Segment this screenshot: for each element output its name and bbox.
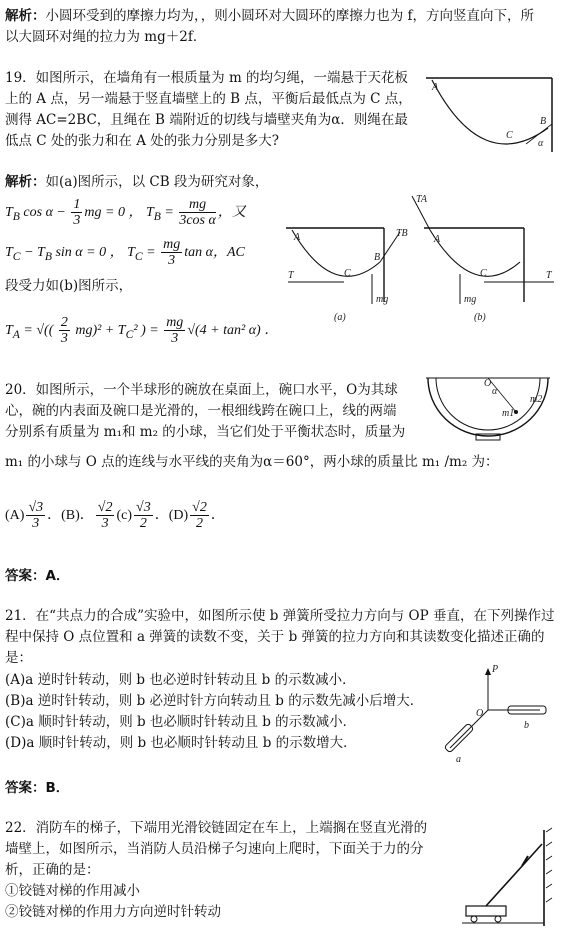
q19-analysis-text: 如(a)图所示，以 CB 段为研究对象，: [45, 174, 269, 190]
eq-symbol: T: [5, 323, 13, 338]
q20-frac-a: [26, 500, 45, 531]
eq-subscript: A: [12, 327, 20, 341]
q19-line-b: 段受力如(b)图所示，: [5, 278, 133, 294]
eq-text: tan α，AC: [184, 245, 245, 260]
fig-b-label-mg: mg: [464, 294, 477, 305]
q20-option-a: (A): [5, 508, 25, 523]
q20-line-2: 心，碗的内表面及碗口是光滑的，一根细线跨在碗口上，线的两端: [5, 403, 397, 419]
q20-frac-b: [96, 500, 115, 531]
frac-den: 3cos α: [179, 213, 216, 229]
q19-analysis-figures: [284, 192, 560, 332]
frac-num: √3: [28, 500, 44, 516]
eq-subscript: B: [44, 249, 52, 263]
fig-a-label-t: T: [288, 270, 294, 281]
q22-option-2: ②铰链对梯的作用力方向逆时针转动: [5, 904, 221, 920]
q20-fig-label-m1: m1: [502, 408, 515, 419]
frac-num: mg: [166, 315, 184, 331]
question-20: [5, 380, 425, 443]
eq-text: ，又: [217, 205, 246, 220]
q19-equation-1: [5, 196, 246, 230]
q19-equation-2: [5, 236, 245, 270]
q21-option-c: (C)a 顺时针转动，则 b 也必顺时针转动且 b 的示数减小．: [5, 714, 357, 730]
fig-b-label-a: A: [434, 234, 441, 245]
fig-a-label-mg: mg: [376, 294, 389, 305]
frac-den: 3: [60, 331, 68, 347]
fig-a-caption: (a): [334, 312, 346, 323]
q21-line-1: 21．在“共点力的合成”实验中，如图所示使 b 弹簧所受拉力方向与 OP 垂直，在下列操作过: [5, 608, 555, 624]
eq-fraction: [164, 315, 185, 346]
q19-fig-label-b: B: [540, 116, 547, 127]
q19-line-1: 19．如图所示，在墙角有一根质量为 m 的均匀绳，一端悬于天花板: [5, 70, 409, 86]
frac-den: 3: [168, 253, 176, 269]
q20-figure: [420, 372, 560, 444]
fig-a-label-c: C: [344, 268, 351, 279]
q21-line-2: 程中保持 O 点位置和 a 弹簧的读数不变，关于 b 弹簧的拉力方向和其读数变化描述正确的: [5, 629, 545, 645]
eq-text: = √((: [19, 323, 57, 338]
eq-text: mg)² + T: [71, 323, 126, 338]
q22-line-3: 析，正确的是：: [5, 862, 100, 878]
frac-den: 2: [139, 516, 147, 532]
fig-b-label-c: C: [480, 268, 487, 279]
q21-line-3: 是：: [5, 650, 32, 666]
fig-b-caption: (b): [474, 312, 486, 323]
q20-line-4: m₁ 的小球与 O 点的连线与水平线的夹角为α＝60°，两小球的质量比 m₁ /m₂ 为：: [5, 454, 499, 470]
q21-option-a: (A)a 逆时针转动，则 b 也必逆时针转动且 b 的示数减小．: [5, 672, 356, 688]
q19-line-4: 低点 C 处的张力和在 A 处的张力分别是多大?: [5, 133, 279, 149]
q20-option-c: (c): [116, 508, 133, 523]
q22-figure: [462, 826, 558, 928]
frac-num: √2: [192, 500, 207, 516]
eq-text: √(4 + tan² α) ．: [187, 323, 279, 338]
analysis-top: [5, 6, 560, 48]
q19-analysis: [5, 172, 295, 193]
q20-option-d: ．(D): [154, 508, 189, 523]
q21-figure: [430, 660, 560, 768]
frac-num: mg: [163, 237, 181, 253]
eq-symbol: T: [5, 205, 13, 220]
fig-b-label-ta: TA: [416, 194, 427, 205]
fig-a-label-tb: TB: [396, 228, 408, 239]
q21-options: [5, 670, 435, 754]
eq-fraction: [179, 197, 216, 228]
frac-num: √3: [136, 500, 151, 516]
q19-fig-label-c: C: [506, 130, 513, 141]
question-22: [5, 818, 450, 923]
frac-num: 2: [60, 315, 68, 331]
q19-line-2: 上的 A 点，另一端悬于竖直墙壁上的 B 点，平衡后最低点为 C 点，: [5, 91, 412, 107]
eq-text: =: [160, 205, 178, 220]
eq-subscript: B: [12, 209, 20, 223]
q21-fig-label-a: a: [456, 754, 461, 765]
analysis-text-1: 小圆环受到的摩擦力均为，，则小圆环对大圆环的摩擦力也为 f，方向竖直向下，所: [45, 8, 535, 24]
frac-den: 3: [171, 331, 179, 347]
eq-fraction: [59, 315, 70, 346]
eq-symbol: T: [145, 205, 154, 220]
q19-figure: [422, 66, 560, 156]
q20-fig-label-alpha: α: [492, 386, 498, 397]
eq-text: =: [142, 245, 160, 260]
q19-fig-label-a: A: [432, 82, 439, 93]
q19-equation-3: [5, 312, 278, 350]
eq-text: mg = 0 ，: [84, 205, 143, 220]
frac-num: mg: [179, 197, 216, 213]
analysis-text-2: 以大圆环对绳的拉力为 mg＋2f．: [5, 29, 207, 45]
q20-line-1: 20．如图所示，一个半球形的碗放在桌面上，碗口水平，O为其球: [5, 382, 398, 398]
q20-fig-label-m2: m2: [530, 394, 543, 405]
q20-fig-label-o: O: [484, 378, 492, 389]
q20-frac-d: [190, 500, 209, 531]
q20-option-end: ．: [210, 508, 225, 523]
eq-fraction: [161, 237, 182, 268]
q20-frac-c: [134, 500, 153, 531]
fig-a-label-b: B: [374, 252, 381, 263]
q19-analysis-label: 解析：: [5, 174, 46, 190]
q22-line-2: 墙壁上，如图所示，当消防人员沿梯子匀速向上爬时，下面关于力的分: [5, 841, 424, 857]
q21-option-b: (B)a 逆时针转动，则 b 必逆时针方向转动且 b 的示数先减小后增大．: [5, 693, 424, 709]
q20-answer: 答案：A．: [5, 568, 70, 584]
q21-fig-label-p: P: [492, 664, 499, 675]
fig-b-label-t: T: [546, 270, 552, 281]
q21-fig-label-o: O: [476, 708, 484, 719]
eq-text: sin α = 0 ，: [51, 245, 124, 260]
frac-num: √2: [97, 500, 113, 516]
q21-fig-label-b: b: [524, 720, 529, 731]
eq-symbol: T: [5, 245, 13, 260]
q19-line-3: 测得 AC=2BC，且绳在 B 端附近的切线与墙壁夹角为α．则绳在最: [5, 112, 408, 128]
q22-option-1: ①铰链对梯的作用减小: [5, 883, 140, 899]
frac-den: 3: [101, 516, 109, 532]
q20-option-b: ．(B)．: [47, 508, 94, 523]
q22-line-1: 22．消防车的梯子，下端用光滑铰链固定在车上，上端搁在竖直光滑的: [5, 820, 428, 836]
question-19: [5, 68, 425, 152]
eq-subscript: B: [153, 209, 161, 223]
eq-text: − T: [20, 245, 45, 260]
analysis-label: 解析：: [5, 8, 46, 24]
eq-fraction: [71, 197, 82, 228]
eq-symbol: T: [127, 245, 135, 260]
eq-text: cos α −: [19, 205, 70, 220]
eq-subscript: C: [12, 249, 21, 263]
q21-option-d: (D)a 顺时针转动，则 b 也必顺时针转动且 b 的示数增大．: [5, 735, 357, 751]
frac-den: 3: [32, 516, 40, 532]
eq-subscript: C: [125, 327, 134, 341]
q21-answer: 答案：B．: [5, 780, 70, 796]
eq-subscript: C: [134, 249, 143, 263]
frac-num: 1: [73, 197, 81, 213]
frac-den: 3: [73, 213, 81, 229]
q20-line-3: 分别系有质量为 m₁和 m₂ 的小球，当它们处于平衡状态时，质量为: [5, 424, 406, 440]
eq-text: ² ) =: [133, 323, 163, 338]
frac-den: 2: [196, 516, 203, 532]
q20-options: [5, 494, 225, 538]
fig-a-label-a: A: [294, 232, 301, 243]
q19-fig-label-alpha: α: [538, 138, 544, 149]
